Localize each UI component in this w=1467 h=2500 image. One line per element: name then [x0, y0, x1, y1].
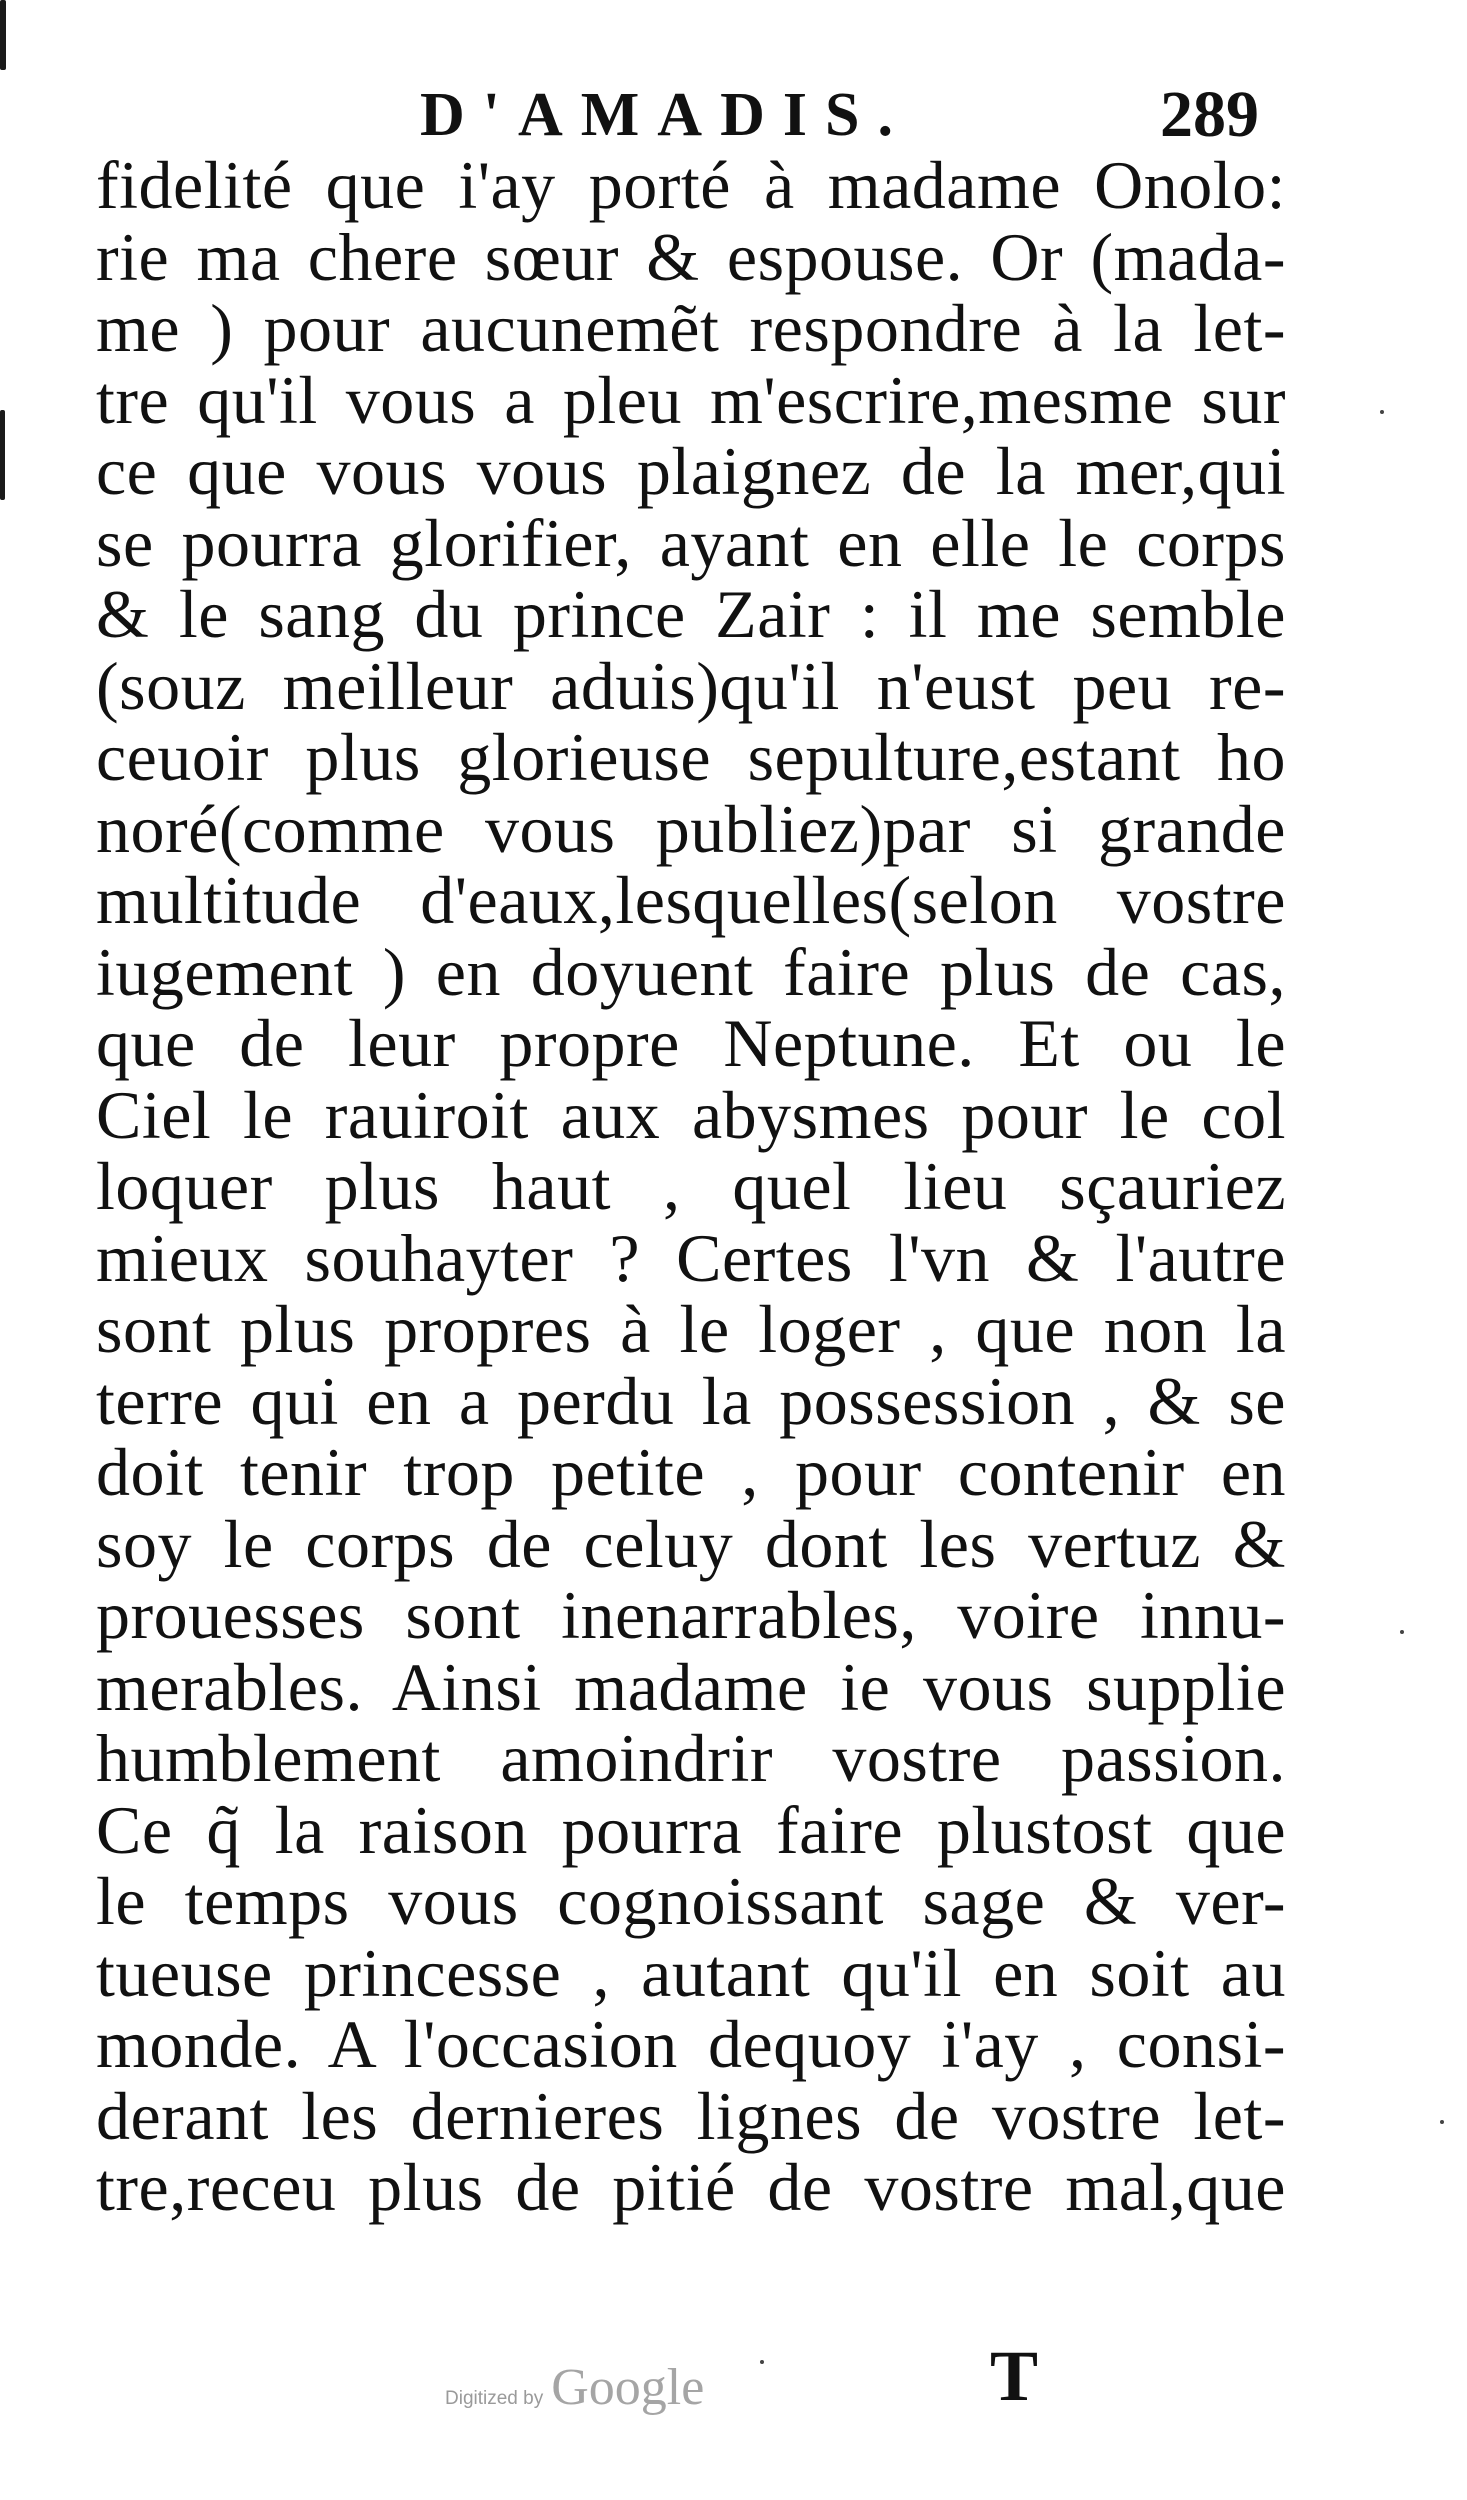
text-line: noré(comme vous publiez)par si grande [96, 790, 1286, 867]
ink-speck [1380, 410, 1384, 414]
text-line: me ) pour aucunemẽt respondre à la let- [96, 290, 1286, 366]
text-line: Ciel le rauiroit aux abysmes pour le col [96, 1076, 1286, 1153]
text-line: se pourra glorifier, ayant en elle le corps [96, 504, 1286, 581]
text-line: doit tenir trop petite , pour contenir en [96, 1434, 1286, 1510]
text-line: ceuoir plus glorieuse sepulture,estant ho [96, 719, 1286, 795]
text-line: (souz meilleur aduis)qu'il n'eust peu re- [96, 647, 1286, 724]
ink-speck [760, 2360, 764, 2364]
binding-edge-mark [0, 0, 6, 70]
body-text [96, 147, 1286, 2225]
text-line: Ce q̃ la raison pourra faire plustost que [96, 1791, 1286, 1868]
text-line: monde. A l'occasion dequoy i'ay , consi- [96, 2006, 1286, 2082]
running-title: D'AMADIS. [420, 81, 911, 149]
text-line: & le sang du prince Zair : il me semble [96, 576, 1286, 652]
text-line: prouesses sont inenarrables, voire innu- [96, 1577, 1286, 1653]
ink-speck [1440, 2120, 1444, 2124]
text-line: soy le corps de celuy dont les vertuz & [96, 1505, 1286, 1582]
text-line: tre,receu plus de pitié de vostre mal,que [96, 2149, 1286, 2225]
text-line: tueuse princesse , autant qu'il en soit au [96, 1934, 1286, 2011]
watermark-brand: Google [551, 2359, 705, 2416]
watermark-prefix: Digitized by [445, 2388, 544, 2409]
text-line: iugement ) en doyuent faire plus de cas, [96, 933, 1286, 1010]
text-line: merables. Ainsi madame ie vous supplie [96, 1648, 1286, 1725]
text-line: le temps vous cognoissant sage & ver- [96, 1863, 1286, 1939]
text-line: ce que vous vous plaignez de la mer,qui [96, 433, 1286, 509]
text-line: humblement amoindrir vostre passion. [96, 1720, 1286, 1796]
text-line: tre qu'il vous a pleu m'escrire,mesme sur [96, 361, 1286, 438]
text-line: mieux souhayter ? Certes l'vn & l'autre [96, 1219, 1286, 1296]
digitization-watermark [445, 2358, 704, 2417]
text-line: terre qui en a perdu la possession , & se [96, 1362, 1286, 1439]
text-line: rie ma chere sœur & espouse. Or (mada- [96, 218, 1286, 295]
text-line: multitude d'eaux,lesquelles(selon vostre [96, 862, 1286, 938]
binding-edge-mark [0, 410, 5, 500]
signature-mark: T [990, 2336, 1039, 2416]
text-line: sont plus propres à le loger , que non la [96, 1291, 1286, 1367]
text-line: derant les dernieres lignes de vostre let- [96, 2077, 1286, 2154]
text-line: loquer plus haut , quel lieu sçauriez [96, 1148, 1286, 1224]
text-line: fidelité que i'ay porté à madame Onolo: [96, 147, 1286, 223]
text-line: que de leur propre Neptune. Et ou le [96, 1005, 1286, 1081]
page-number: 289 [1160, 78, 1259, 151]
ink-speck [1400, 1630, 1404, 1634]
